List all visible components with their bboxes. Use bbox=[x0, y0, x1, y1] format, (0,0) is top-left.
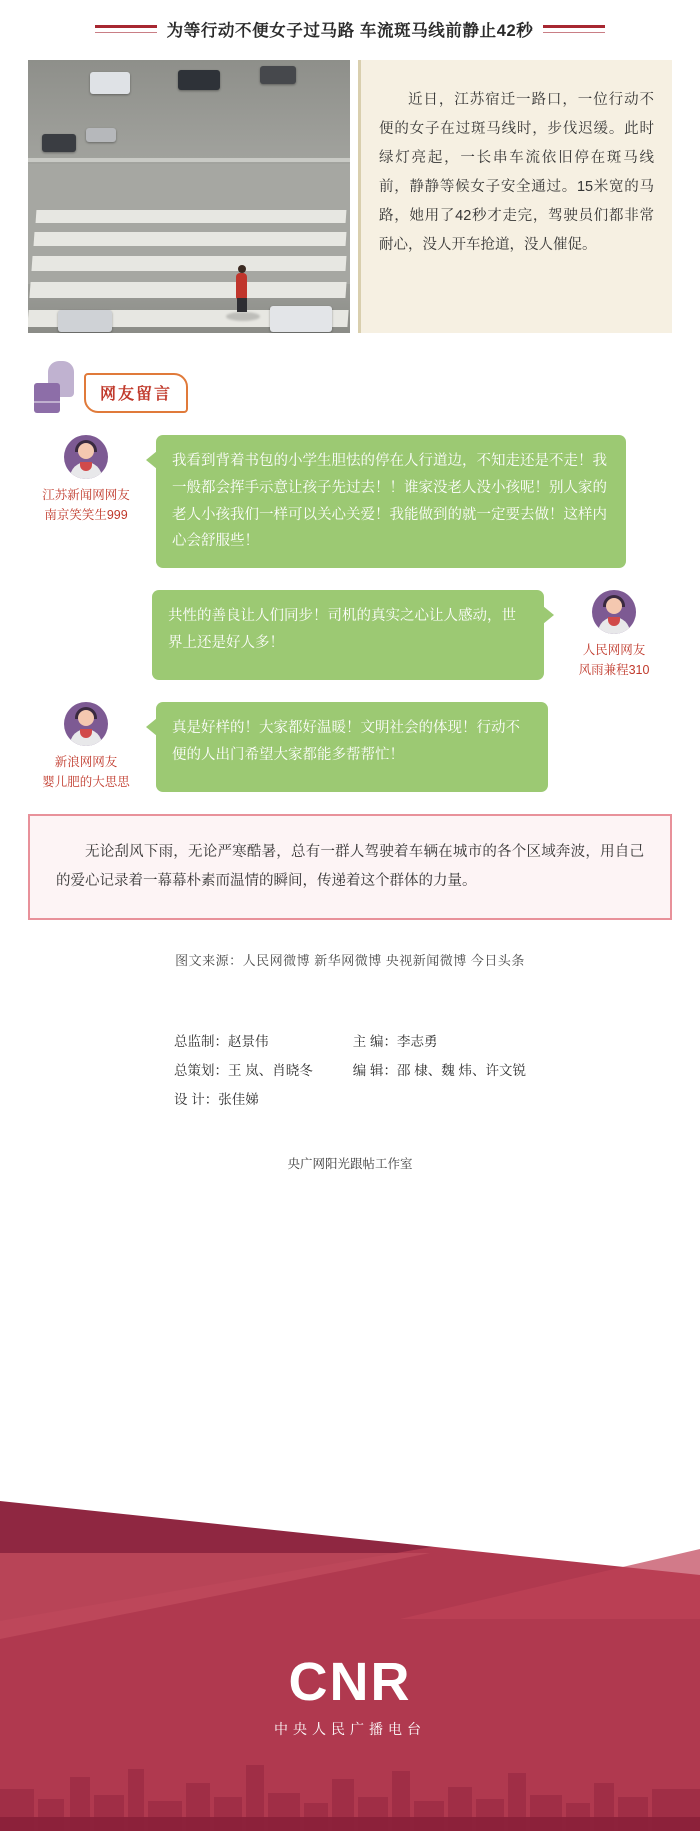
city-skyline-icon bbox=[0, 1739, 700, 1831]
page-title: 为等行动不便女子过马路 车流斑马线前静止42秒 bbox=[166, 22, 534, 40]
header-rule-right-decoration bbox=[543, 21, 605, 37]
photo-pedestrian-head bbox=[238, 265, 246, 273]
footer-banner bbox=[0, 1501, 700, 1831]
photo-zebra-stripe bbox=[29, 282, 346, 298]
comment-author bbox=[30, 702, 142, 792]
comment-author-nickname: 婴儿肥的大思思 bbox=[42, 775, 130, 790]
thumbs-up-palm-shape bbox=[34, 383, 60, 413]
closing-quote-box bbox=[28, 814, 672, 920]
comment-author-site: 人民网网友 bbox=[582, 643, 646, 658]
photo-pedestrian-shadow bbox=[226, 312, 260, 321]
footer-wedge-light bbox=[400, 1549, 700, 1619]
photo-pedestrian-legs bbox=[237, 298, 247, 312]
avatar bbox=[592, 590, 636, 634]
comment-author-site: 新浪网网友 bbox=[54, 755, 118, 770]
avatar bbox=[64, 702, 108, 746]
photo-car bbox=[90, 72, 130, 94]
comments-list bbox=[30, 435, 670, 792]
footer-logo-group bbox=[0, 1651, 700, 1739]
credit-line: 设 计：张佳娣 bbox=[173, 1092, 259, 1108]
comments-section-title bbox=[34, 355, 700, 413]
comment-author bbox=[558, 590, 670, 680]
credit-line: 总策划：王 岚、肖晓冬 bbox=[173, 1063, 313, 1079]
photo-zebra-stripe bbox=[34, 232, 347, 246]
photo-zebra-stripe bbox=[36, 210, 347, 223]
photo-car bbox=[178, 70, 220, 90]
article-header bbox=[0, 0, 700, 52]
avatar-head bbox=[78, 710, 94, 726]
cnr-logo: CNR bbox=[288, 1652, 412, 1712]
list-item bbox=[30, 590, 670, 680]
comment-author-site: 江苏新闻网网友 bbox=[42, 488, 130, 502]
avatar-head bbox=[606, 598, 622, 614]
photo-car bbox=[42, 134, 76, 152]
avatar bbox=[64, 435, 108, 479]
list-item bbox=[30, 702, 670, 792]
photo-car bbox=[58, 310, 112, 332]
photo-zebra-stripe bbox=[31, 256, 346, 271]
credits-right-column bbox=[353, 1027, 526, 1114]
section-label-text: 网友留言 bbox=[100, 386, 173, 403]
footer-wedge-mid bbox=[0, 1553, 430, 1639]
credits-left-column bbox=[174, 1027, 313, 1114]
thumbs-up-knuckle-line bbox=[34, 401, 60, 403]
thumbs-up-icon bbox=[34, 361, 78, 413]
photo-curb-line bbox=[28, 158, 350, 162]
comment-author bbox=[30, 435, 142, 568]
header-rule-left-decoration bbox=[95, 21, 157, 37]
crosswalk-photo bbox=[28, 60, 350, 333]
credit-line: 主 编：李志勇 bbox=[352, 1034, 438, 1050]
photo-pedestrian-body bbox=[236, 273, 247, 299]
section-label-box bbox=[84, 373, 188, 413]
source-line: 图文来源：人民网微博 新华网微博 央视新闻微博 今日头条 bbox=[175, 953, 525, 969]
comment-bubble: 我看到背着书包的小学生胆怯的停在人行道边，不知走还是不走！我一般都会挥手示意让孩子先过去！！谁家没老人没小孩呢！别人家的老人小孩我们一样可以关心关爱！我能做到的就一定要去做！这样内心会舒服些！ bbox=[156, 435, 626, 568]
credit-line: 总监制：赵景伟 bbox=[173, 1034, 269, 1050]
comment-bubble: 共性的善良让人们同步！司机的真实之心让人感动，世界上还是好人多！ bbox=[152, 590, 544, 680]
hero-section bbox=[28, 60, 672, 333]
lead-text-block bbox=[358, 60, 672, 333]
comment-author-nickname: 风雨兼程310 bbox=[578, 663, 650, 678]
comment-bubble: 真是好样的！大家都好温暖！文明社会的体现！行动不便的人出门希望大家都能多帮帮忙！ bbox=[156, 702, 548, 792]
photo-car bbox=[260, 66, 296, 84]
studio-line: 央广网阳光跟帖工作室 bbox=[287, 1157, 413, 1172]
credits-block bbox=[0, 1027, 700, 1114]
photo-car bbox=[270, 306, 332, 332]
lead-paragraph: 近日，江苏宿迁一路口，一位行动不便的女子在过斑马线时，步伐迟缓。此时绿灯亮起，一长串车流依旧停在斑马线前，静静等候女子安全通过。15米宽的马路，她用了42秒才走完，驾驶员们都非常耐心，没人开车抢道，没人催促。 bbox=[379, 92, 654, 253]
cnr-logo-subtitle: 中央人民广播电台 bbox=[274, 1721, 426, 1737]
list-item bbox=[30, 435, 670, 568]
credit-line: 编 辑：邵 棣、魏 炜、许文锐 bbox=[352, 1063, 527, 1079]
comment-author-nickname: 南京笑笑生999 bbox=[44, 508, 128, 522]
photo-car bbox=[86, 128, 116, 142]
closing-quote-text: 无论刮风下雨，无论严寒酷暑，总有一群人驾驶着车辆在城市的各个区域奔波，用自己的爱心记录着一幕幕朴素而温情的瞬间，传递着这个群体的力量。 bbox=[56, 844, 644, 890]
avatar-head bbox=[78, 443, 94, 459]
